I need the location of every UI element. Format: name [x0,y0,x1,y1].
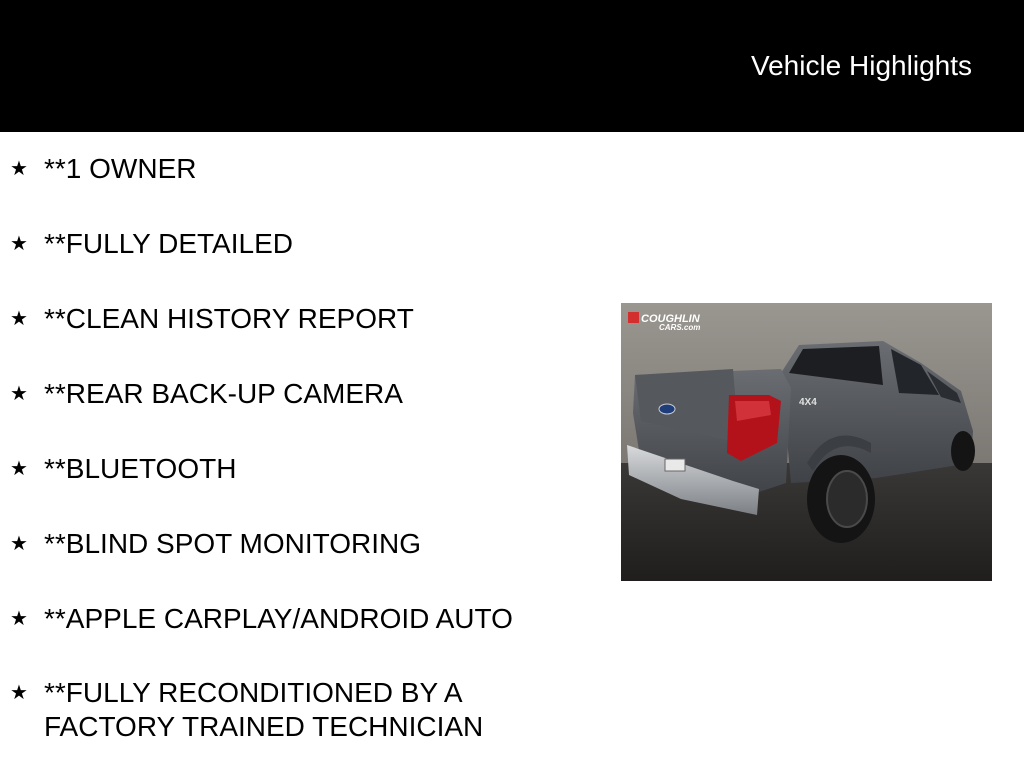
star-icon: ★ [10,533,28,555]
highlight-text: **BLIND SPOT MONITORING [44,528,422,559]
highlight-item [10,302,600,336]
highlight-text: **1 OWNER [44,153,197,184]
highlight-text: **FULLY DETAILED [44,228,293,259]
ford-logo-icon [659,404,675,414]
highlight-item [10,377,600,411]
highlight-item [10,602,600,636]
star-icon: ★ [10,308,28,330]
highlight-item [10,452,600,486]
front-wheel [951,431,975,471]
highlight-item [10,527,600,561]
truck-image [621,303,992,581]
license-plate [665,459,685,471]
star-icon: ★ [10,158,28,180]
highlight-item [10,676,530,744]
star-icon: ★ [10,458,28,480]
highlight-text: **FULLY RECONDITIONED BY A FACTORY TRAINED TECHNICIAN [44,677,484,742]
coughlin-logo-icon [628,312,639,323]
rear-rim [827,471,867,527]
highlight-text: **CLEAN HISTORY REPORT [44,303,414,334]
star-icon: ★ [10,383,28,405]
star-icon: ★ [10,233,28,255]
highlight-text: **BLUETOOTH [44,453,237,484]
page-title: Vehicle Highlights [750,50,972,81]
watermark-brand: COUGHLIN [641,313,700,325]
highlight-item [10,227,600,261]
highlight-text: **APPLE CARPLAY/ANDROID AUTO [44,603,513,634]
page-header [0,0,1024,132]
star-icon: ★ [10,682,28,704]
highlight-text: **REAR BACK-UP CAMERA [44,378,403,409]
badge-4x4: 4X4 [799,397,817,408]
star-icon: ★ [10,608,28,630]
highlight-item [10,152,600,186]
watermark-domain: CARS.com [659,323,701,332]
vehicle-photo [621,303,992,581]
